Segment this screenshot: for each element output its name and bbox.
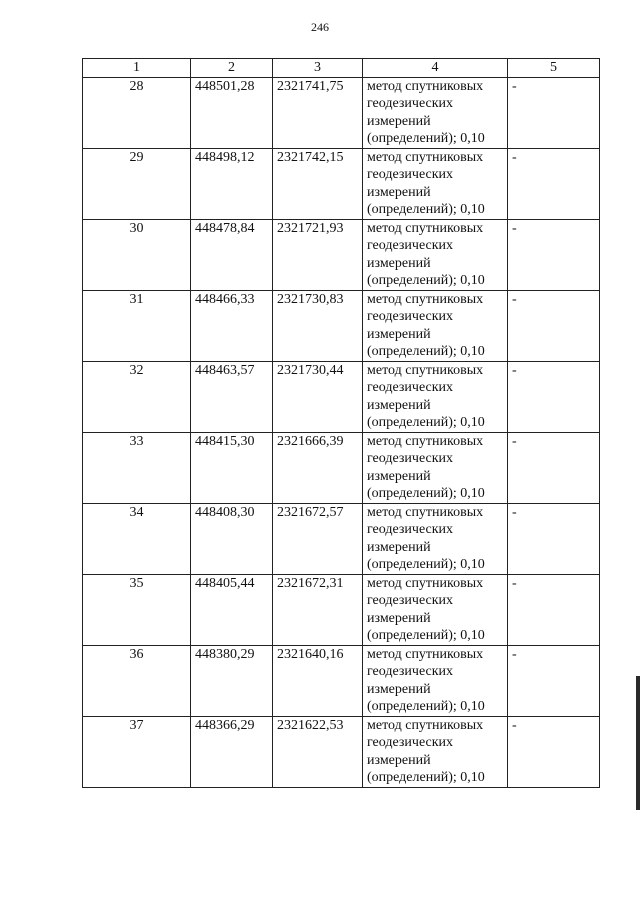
table-row [83, 77, 600, 148]
coordinates-table [82, 58, 600, 788]
x-coordinate: 448478,84 [191, 219, 273, 290]
note-cell: - [508, 716, 600, 787]
y-coordinate: 2321730,83 [273, 290, 363, 361]
point-number: 35 [83, 574, 191, 645]
table-row [83, 219, 600, 290]
column-header: 3 [273, 59, 363, 78]
y-coordinate: 2321742,15 [273, 148, 363, 219]
y-coordinate: 2321622,53 [273, 716, 363, 787]
note-cell: - [508, 77, 600, 148]
x-coordinate: 448498,12 [191, 148, 273, 219]
method-description: метод спутниковых геодезических измерений (определений); 0,10 [363, 361, 508, 432]
note-cell: - [508, 361, 600, 432]
table-row [83, 574, 600, 645]
table-row [83, 716, 600, 787]
table-row [83, 503, 600, 574]
method-description: метод спутниковых геодезических измерений (определений); 0,10 [363, 716, 508, 787]
method-description: метод спутниковых геодезических измерений (определений); 0,10 [363, 574, 508, 645]
x-coordinate: 448466,33 [191, 290, 273, 361]
note-cell: - [508, 432, 600, 503]
x-coordinate: 448366,29 [191, 716, 273, 787]
table-header-row [83, 59, 600, 78]
point-number: 30 [83, 219, 191, 290]
method-description: метод спутниковых геодезических измерений (определений); 0,10 [363, 77, 508, 148]
method-description: метод спутниковых геодезических измерений (определений); 0,10 [363, 503, 508, 574]
x-coordinate: 448405,44 [191, 574, 273, 645]
table-row [83, 432, 600, 503]
y-coordinate: 2321741,75 [273, 77, 363, 148]
y-coordinate: 2321666,39 [273, 432, 363, 503]
x-coordinate: 448501,28 [191, 77, 273, 148]
note-cell: - [508, 503, 600, 574]
note-cell: - [508, 574, 600, 645]
column-header: 4 [363, 59, 508, 78]
x-coordinate: 448415,30 [191, 432, 273, 503]
point-number: 34 [83, 503, 191, 574]
column-header: 5 [508, 59, 600, 78]
table-row [83, 148, 600, 219]
table-row [83, 361, 600, 432]
point-number: 28 [83, 77, 191, 148]
note-cell: - [508, 148, 600, 219]
point-number: 31 [83, 290, 191, 361]
note-cell: - [508, 645, 600, 716]
point-number: 29 [83, 148, 191, 219]
y-coordinate: 2321721,93 [273, 219, 363, 290]
table-row [83, 645, 600, 716]
point-number: 36 [83, 645, 191, 716]
point-number: 32 [83, 361, 191, 432]
y-coordinate: 2321640,16 [273, 645, 363, 716]
x-coordinate: 448463,57 [191, 361, 273, 432]
point-number: 37 [83, 716, 191, 787]
point-number: 33 [83, 432, 191, 503]
method-description: метод спутниковых геодезических измерений (определений); 0,10 [363, 645, 508, 716]
method-description: метод спутниковых геодезических измерений (определений); 0,10 [363, 148, 508, 219]
column-header: 2 [191, 59, 273, 78]
page-number: 246 [311, 20, 329, 34]
x-coordinate: 448408,30 [191, 503, 273, 574]
scan-edge-mark [636, 676, 640, 810]
method-description: метод спутниковых геодезических измерений (определений); 0,10 [363, 219, 508, 290]
x-coordinate: 448380,29 [191, 645, 273, 716]
column-header: 1 [83, 59, 191, 78]
y-coordinate: 2321730,44 [273, 361, 363, 432]
note-cell: - [508, 219, 600, 290]
method-description: метод спутниковых геодезических измерений (определений); 0,10 [363, 432, 508, 503]
y-coordinate: 2321672,57 [273, 503, 363, 574]
y-coordinate: 2321672,31 [273, 574, 363, 645]
note-cell: - [508, 290, 600, 361]
method-description: метод спутниковых геодезических измерений (определений); 0,10 [363, 290, 508, 361]
table-row [83, 290, 600, 361]
